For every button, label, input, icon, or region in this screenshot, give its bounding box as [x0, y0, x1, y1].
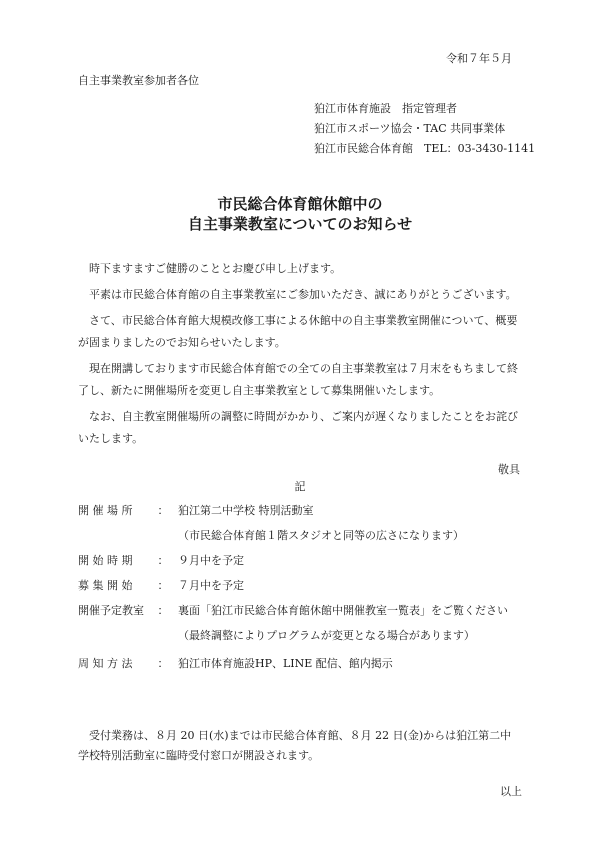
detail-label: 周 知 方 法: [78, 657, 133, 670]
addressee: 自主事業教室参加者各位: [78, 74, 199, 87]
title-line-2: 自主事業教室についてのお知らせ: [187, 215, 413, 233]
ki-heading: 記: [294, 480, 306, 493]
detail-colon: ：: [157, 554, 169, 567]
paragraph: なお、自主教室開催場所の調整に時間がかかり、ご案内が遅くなりましたことをお詫びいたします。: [78, 410, 518, 445]
detail-label: 開 始 時 期: [78, 554, 133, 567]
letter-body: [78, 258, 522, 454]
detail-colon: ：: [157, 657, 169, 670]
detail-label: 募 集 開 始: [78, 579, 133, 592]
detail-row: [78, 502, 314, 519]
closing-ijou: 以上: [500, 785, 522, 798]
document-date: 令和７年５月: [446, 52, 512, 65]
detail-value: 裏面「狛江市民総合体育館休館中開催教室一覧表」をご覧ください: [178, 604, 508, 617]
detail-value: ７月中を予定: [178, 579, 244, 592]
sender-line: 狛江市民総合体育館 TEL：03-3430-1141: [314, 142, 536, 155]
paragraph: 現在開講しております市民総合体育館での全ての自主事業教室は７月末をもちまして終了し、新たに開催場所を変更し自主事業教室として募集開催いたします。: [78, 362, 518, 397]
sender-line: 狛江市体育施設 指定管理者: [314, 102, 457, 115]
paragraph: 平素は市民総合体育館の自主事業教室にご参加いただき、誠にありがとうございます。: [89, 288, 517, 301]
detail-value: 狛江第二中学校 特別活動室: [178, 504, 314, 517]
closing-keigu: 敬具: [498, 463, 520, 476]
detail-colon: ：: [157, 579, 169, 592]
detail-row: [78, 602, 508, 619]
detail-colon: ：: [157, 504, 169, 517]
detail-value: ９月中を予定: [178, 554, 244, 567]
detail-label: 開催予定教室: [78, 604, 144, 617]
paragraph: さて、市民総合体育館大規模改修工事による休館中の自主事業教室開催について、概要が固まりましたのでお知らせいたします。: [78, 314, 518, 349]
detail-row: [78, 552, 244, 569]
detail-value: （最終調整によりプログラムが変更となる場合があります）: [178, 629, 475, 642]
detail-value: （市民総合体育館１階スタジオと同等の広さになります）: [178, 529, 464, 542]
reception-note: 受付業務は、８月 20 日(水)までは市民総合体育館、８月 22 日(金)からは狛江第二中学校特別活動室に臨時受付窓口が開設されます。: [78, 729, 512, 762]
sender-line: 狛江市スポーツ協会・TAC 共同事業体: [314, 122, 506, 135]
title-line-1: 市民総合体育館休館中の: [217, 195, 383, 213]
paragraph: 時下ますますご健勝のこととお慶び申し上げます。: [89, 262, 342, 275]
detail-row: [78, 627, 475, 644]
detail-row: [78, 577, 244, 594]
detail-row: [78, 527, 464, 544]
detail-label: 開 催 場 所: [78, 504, 133, 517]
detail-row: [78, 655, 393, 672]
detail-colon: ：: [157, 604, 169, 617]
detail-value: 狛江市体育施設HP、LINE 配信、館内掲示: [178, 657, 393, 670]
